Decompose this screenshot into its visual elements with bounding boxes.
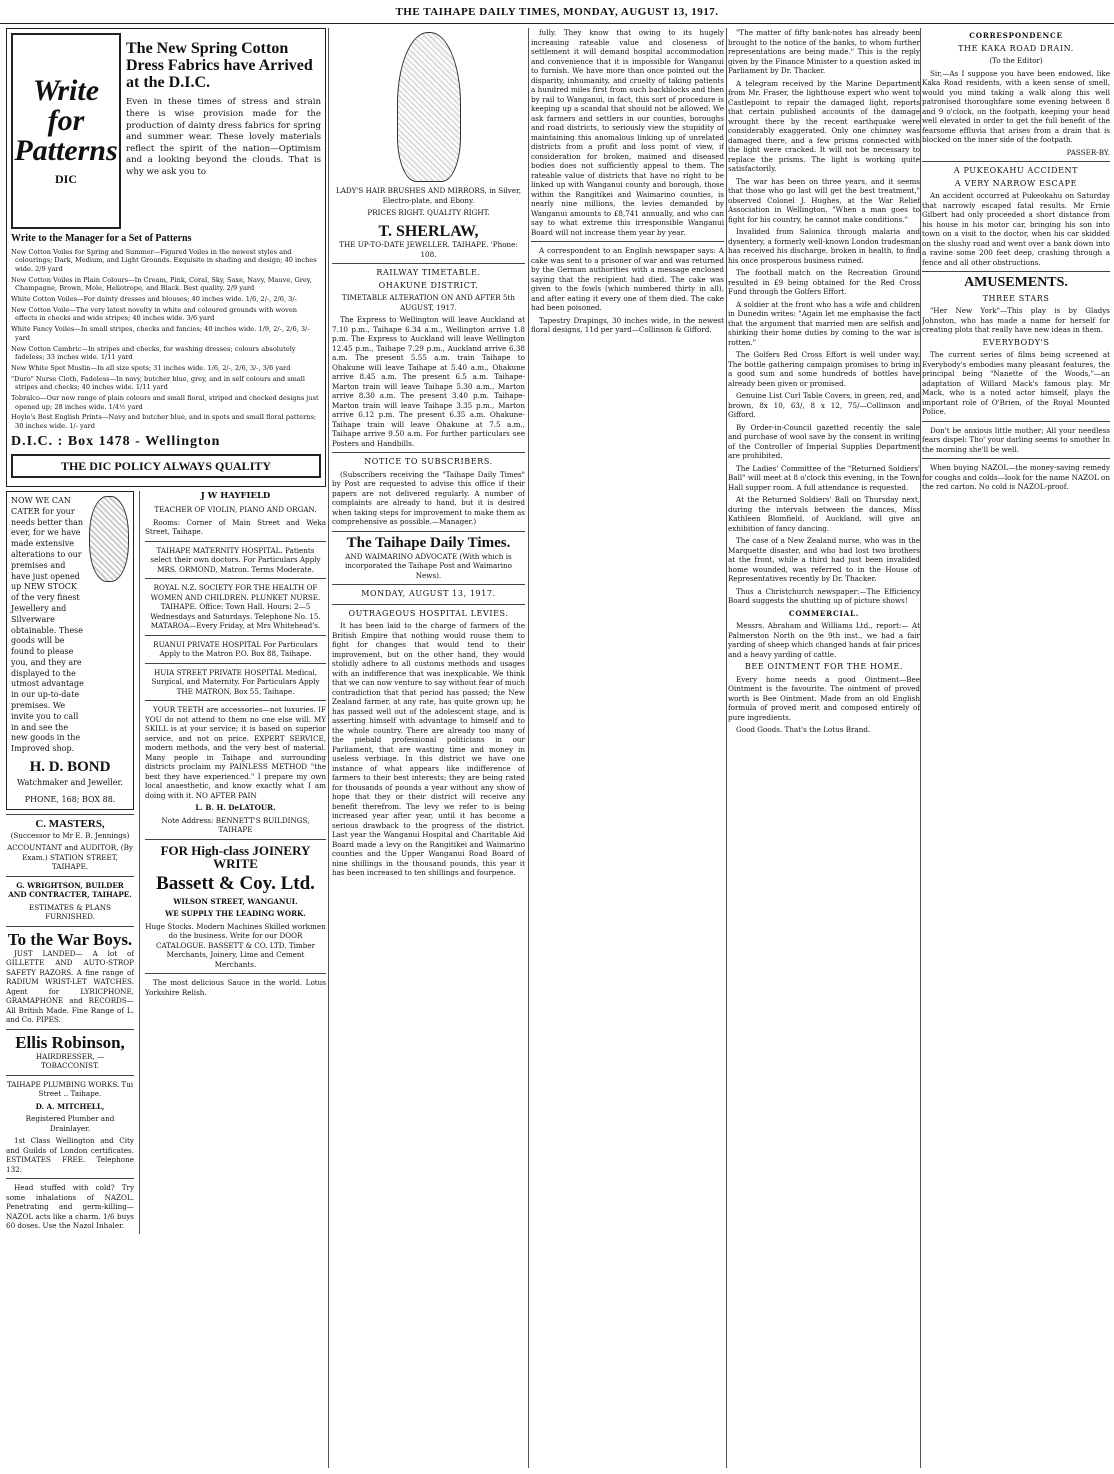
latour-address: Note Address: BENNETT'S BUILDINGS, TAIHAPE xyxy=(161,815,310,835)
hayfield-rooms: Rooms: Corner of Main Street and Weka Street, Taihape. xyxy=(145,517,326,537)
table-covers-advert: Genuine List Curl Table Covers, in green, red, and brown, 8x 10, 63/, 8 x 12, 75/—Collinson and Gifford. xyxy=(728,391,920,419)
tapestry-advert: Tapestry Drapings, 30 inches wide, in the newest floral designs, 11d per yard—Collinson & Gifford. xyxy=(531,315,724,334)
hayfield-sub: TEACHER OF VIOLIN, PIANO AND ORGAN. xyxy=(154,505,317,515)
ellis-title: Ellis Robinson, xyxy=(15,1032,125,1052)
column-ads-left xyxy=(6,28,326,1468)
war-boys-body: JUST LANDED— A lot of GILLETTE AND AUTO-STROP SAFETY RAZORS. A fine range of RADIUM WRIST-LET WATCHES. Agent for LYRICPHONE, GRAMAPHONE and RECORDS—All British Made. Fine Range of L. and Co. PIPES. xyxy=(6,948,134,1025)
column-rule xyxy=(726,28,727,1468)
bee-ointment-body: Every home needs a good Ointment—Bee Ointment is the favourite. The ointment of proved worth is Bee Ointment. Made from an old English formula of proved merit and composed entirely of pure ingredients. xyxy=(728,674,920,722)
mirror-icon xyxy=(89,496,129,582)
lead-article-title: OUTRAGEOUS HOSPITAL LEVIES. xyxy=(348,608,509,618)
lotus-advert: The most delicious Sauce in the world. Lotus Yorkshire Relish. xyxy=(145,978,326,997)
column-6 xyxy=(922,28,1110,1468)
wrightson-sub: ESTIMATES & PLANS FURNISHED. xyxy=(29,902,111,922)
joinery-heading: FOR High-class JOINERY WRITE xyxy=(160,842,311,872)
huia-advert: HUIA STREET PRIVATE HOSPITAL Medical, Surgical, and Maternity. For Particulars Apply THE MATRON, Box 55, Taihape. xyxy=(151,667,320,696)
nazol-advert: Head stuffed with cold? Try some inhalations of NAZOL. Penetrating and germ-killing—NAZOL acts like a charm. 1/6 buys 60 doses. Use the Nazol Inhaler. xyxy=(6,1183,134,1231)
nazol-advert-2: When buying NAZOL—the money-saving remedy for coughs and colds—look for the name NAZOL on the red carton. No cold is NAZOL-proof. xyxy=(922,463,1110,492)
news-item: Invalided from Salonica through malaria and dysentery, a formerly well-known London tradesman has received his discharge, broken in health, to find his once prosperous business ruined. xyxy=(728,227,920,265)
news-item: "The matter of fifty bank-notes has already been brought to the notice of the banks, to whom further representations are being made." This is the reply given by the Finance Minister to a question asked in Parliament by Dr. Thacker. xyxy=(728,28,920,75)
lotus-brand-line: Good Goods. That's the Lotus Brand. xyxy=(736,725,871,735)
news-item: The football match on the Recreation Ground resulted in £9 being obtained for the Red Cross Fund through the Golfers Effort. xyxy=(728,268,920,296)
dic-item: New Cotton Cambric—In stripes and checks, for washing dresses; colours absolutely fadeless; 33 inches wide. 1/11 yard xyxy=(11,344,296,362)
mitchell-body: 1st Class Wellington and City and Guilds of London certificates. ESTIMATES FREE. Telephone 132. xyxy=(6,1136,134,1174)
teeth-advert: YOUR TEETH are accessories—not luxuries. IF YOU do not attend to them no one else will. MY SKILL is at your service; it is based on superior service, and not on price. EXPERT SERVICE, modern methods, and the very best of material. Many people in Taihape and surrounding districts proclaim my PAINLESS METHOD "the best they have experienced." I prepare my own local anaesthetic, and know exactly what I am doing with it. NO AFTER PAIN xyxy=(145,705,326,800)
mitchell-sub: Registered Plumber and Drainlayer. xyxy=(25,1114,115,1133)
news-item: The Golfers Red Cross Effort is well under way. The bottle gathering campaign promises to bring in a good sum and some hundreds of bottles have already been given or promised. xyxy=(728,350,920,388)
bond-phone: PHONE, 168; BOX 88. xyxy=(24,794,116,804)
dic-item-list xyxy=(11,248,321,431)
masters-sub: (Successor to Mr E. B. Jennings) xyxy=(10,830,130,840)
article-continued: fully. They know that owing to its hugely increasing rateable value and closeness of settlement it will demand hospital accommodation and convenience that it is impossible for Wanganui to furnish. We have more than once pointed out the disparity, inhumanity, and cruelty of taking patients a hundred miles first from such backblocks and then by rail to Wanganui, in fact, this sort of procedure is keeping up a scandal that should not be allowed. We ask farmers and settlers in our counties, boroughs and road districts, to seriously view the stupidity of maintaining this anomalous linking up of unrelated districts from a profit and loss point of view, if consideration for broken, maimed and diseased bodies does not sufficiently appeal to them. The rateable value of districts that have no right to be linked up with Wanganui county and borough, those within the Rangitikei and Waimarino counties, is nearly nine millions, the levies demanded by Wanganui amounts to £8,741 annually, and who can say to what extreme this irresponsible Wanganui Board will not increase them year by year. xyxy=(531,28,724,237)
dic-item: New Cotton Voiles in Plain Colours—In Cream, Pink, Coral, Sky, Saxe, Navy, Mauve, Grey, Champagne, Brown, Mole, Heliotrope, and Black. Best quality. 2/9 yard xyxy=(11,275,312,293)
accident-sub: A VERY NARROW ESCAPE xyxy=(954,178,1078,188)
masthead: The Taihape Daily Times. xyxy=(346,534,511,551)
bassett-body: Huge Stocks. Modern Machines Skilled workmen do the business. Write for our DOOR CATALOGUE. BASSETT & CO. LTD. Timber Merchants, Joinery, Lime and Cement Merchants. xyxy=(145,921,326,969)
correspondence-to: (To the Editor) xyxy=(989,56,1043,66)
wf-text: Write for Patterns xyxy=(14,73,118,167)
bond-sub: Watchmaker and Jeweller. xyxy=(17,777,123,787)
plumbing-works: TAIHAPE PLUMBING WORKS. Tui Street .. Taihape. xyxy=(6,1079,134,1099)
railway-body: The Express to Wellington will leave Auckland at 7.10 p.m., Taihape 6.34 a.m., Wellington arrive 1.8 p.m. The Express to Auckland will leave Wellington 12.45 p.m., Taihape 7.29 p.m., Auckland arrive 6.38 a.m. The present 5.55 a.m. train Taihape to Ohakune will leave Taihape at 5.40 a.m., Ohakune arrive 8.45 a.m. The present 6.5 a.m. Taihape-Marton train will leave Taihape 5.30 a.m., Marton arrive 8.30 a.m. The present 3.40 p.m. Taihape-Marton train will leave Taihape 3.35 p.m., Marton arrive 6.12 p.m. The present 6.35 a.m. Ohakune-Taihape train will leave Ohakune at 7.5 a.m., Taihape arrive 9.50 a.m. For further particulars see Posters and Handbills. xyxy=(332,315,525,448)
dic-item: New White Spot Muslin—In all size spots; 31 inches wide. 1/6, 2/-, 2/6, 3/-, 3/6 yard xyxy=(11,363,291,372)
bond-name: H. D. BOND xyxy=(29,759,111,776)
news-item: The war has been on three years, and it seems that those who go last will get the best treatment," observed Colonel J. Hughes, at the War Relief Association in Wellington. "When a man goes to fight for his country, he cannot make conditions." xyxy=(728,176,920,224)
dic-body: Even in these times of stress and strain there is wise provision made for the production of dainty dress fabrics for spring and summer wear. These lovely materials reflect the spirit of the nation—Optimism and a looking beyond the clouds. That is why we ask you to xyxy=(126,97,321,177)
accident-body: An accident occurred at Pukeokahu on Saturday that narrowly escaped fatal results. Mr Ernie Gilbert had only proceeded a short distance from his house in his motor car, bringing his son into town on a visit to the doctor, when his car skidded on the slushy road and went over a bank down into a ravine some 200 feet deep, crashing through a fence and all other obstructions. xyxy=(922,191,1110,267)
mirror-caption: LADY'S HAIR BRUSHES AND MIRRORS, in Silver, Electro-plate, and Ebony. xyxy=(335,186,522,205)
column-4 xyxy=(531,28,724,1468)
amusements-title: AMUSEMENTS. xyxy=(964,275,1068,291)
masters-title: C. MASTERS, xyxy=(35,818,105,831)
dic-item: New Cotton Voile—The very latest novelty in white and coloured grounds with woven effects in checks and wide stripes; 40 inches wide. 3/6 yard xyxy=(11,305,297,323)
bassett-lead: WE SUPPLY THE LEADING WORK. xyxy=(165,909,306,919)
everybodys-body: The current series of films being screened at Everybody's embodies many pleasant features, the principal being "Nanette of the Woods,"—an adaptation of Willard Mack's famous play. Mr Mack, who is a noted actor himself, plays the important role of O'Brien, of the Royal Mounted Police. xyxy=(922,350,1110,417)
maternity-advert: TAIHAPE MATERNITY HOSPITAL. Patients select their own doctors. For Particulars Apply MRS. ORMOND, Matron. Terms Moderate. xyxy=(150,545,321,574)
correspondence-title: CORRESPONDENCE xyxy=(969,31,1063,40)
local-news-item: By Order-in-Council gazetted recently the sale and purchase of wool save by the consent in writing of the Controller of Imperial Supplies Department are prohibited. xyxy=(728,422,920,460)
dic-box: D.I.C. : Box 1478 - Wellington xyxy=(11,433,221,449)
dic-item: White Fancy Voiles—In small stripes, checks and fancies; 40 inches wide. 1/9, 2/-, 2/6, 3/- yard xyxy=(11,325,310,342)
railway-title: RAILWAY TIMETABLE. xyxy=(376,268,481,278)
war-boys-title: To the War Boys. xyxy=(7,929,133,949)
commercial-title: COMMERCIAL. xyxy=(788,608,860,618)
dateline: MONDAY, AUGUST 13, 1917. xyxy=(361,589,496,599)
three-stars-title: THREE STARS xyxy=(982,293,1050,303)
local-news-item: The case of a New Zealand nurse, who was in the Marquette disaster, and who had lost two brothers at the front, while a third had just been invalided home wounded, was referred to in the House of Representatives recently by Dr. Thacker. xyxy=(728,536,920,583)
mitchell-title: D. A. MITCHELL, xyxy=(35,1101,105,1111)
correspondence-body: Sir,—As I suppose you have been endowed, like Kaka Road residents, with a keen sense of smell, would you mind taking a walk along this well patronised thoroughfare some evening between 8 and 9 o'clock, on the footpath, keeping your head well elevated in order to get the full benefit of the fearsome effluvia that arises from a drain that is blocked on the inner side of the footpath. xyxy=(922,68,1110,145)
dic-title: The New Spring Cotton Dress Fabrics have Arrived at the D.I.C. xyxy=(126,40,313,91)
lead-article-body: It has been laid to the charge of farmers of the British Empire that nothing would rouse them to fight for changes that would tend to their improvement, but on the other hand, they would stolidly adhere to all customs methods and usages with an indifference that was inexplicable. We think that we can now venture to say without fear of much contradiction that that period has passed; the New Zealand farmer, at any rate, has quite grown up; he has passed well out of the adolescent stage, and is asserting himself with advantage to himself and to the whole country. There are already too many of the piebald professional politicians in our Parliament, that are wasting time and money in useless verbiage. In this district we have one instance of what appears like indifference of farmers to their best interests; they are being rated for thousands of pounds a year without any show of hope that they or their district will receive any benefit therefrom. The levy we refer to is being increased year after year, until it has become a serious drawback to the progress of the district. Last year the Wanganui Hospital and Charitable Aid Board made a levy on the Rangitikei and Waimarino counties and the Upper Wanganui Road Board of nine shillings in the thousand pounds, this year it has been increased to ten shillings and fourpence. xyxy=(332,621,525,878)
column-rule xyxy=(328,28,329,1468)
local-news-item: At the Returned Soldiers' Ball on Thursday next, during the intervals between the dances, Miss Kathleen Blomfield, of Auckland, will give an exhibition of fancy dancing. xyxy=(728,495,920,533)
news-item: A soldier at the front who has a wife and children in Dunedin writes: "Again let me emphasise the fact that the argument that married men are selfish and shirking their home duties by coming to the war is rotten." xyxy=(728,299,920,347)
bassett-sub: WILSON STREET, WANGANUI. xyxy=(173,896,298,906)
bond-text: NOW WE CAN CATER for your needs better than ever, for we have made extensive alterations to our premises and have just opened up NEW STOCK of the very finest Jewellery and Silverware obtainable. These goods will be found to please you, and they are displayed to the utmost advantage in our up-to-date premises. We invite you to call in and see the new goods in the Improved shop. xyxy=(11,495,84,754)
dic-banner: THE DIC POLICY ALWAYS QUALITY xyxy=(11,454,321,478)
dic-item: New Cotton Voiles for Spring and Summer—Figured Voiles in the newest styles and colourings; Dark, Medium, and Light Grounds. Exquisite in shading and design; 40 inches wide. 2/9 yard xyxy=(11,247,317,273)
notice-title: NOTICE TO SUBSCRIBERS. xyxy=(364,457,493,467)
column-rule xyxy=(528,28,529,1468)
column-3 xyxy=(332,28,525,1468)
three-stars-body: "Her New York"—This play is by Gladys Johnston, who has made a name for herself for creating plots that really have new ideas in them. xyxy=(922,306,1110,335)
correspondence-signature: PASSER-BY. xyxy=(1066,147,1110,157)
hayfield-title: J W HAYFIELD xyxy=(200,490,271,501)
dic-write-heading: Write to the Manager for a Set of Patterns xyxy=(11,233,192,244)
railway-alteration: TIMETABLE ALTERATION ON AND AFTER 5th AUGUST, 1917. xyxy=(341,293,516,312)
column-rule xyxy=(920,28,921,1468)
masters-role: ACCOUNTANT and AUDITOR, (By Exam.) STATION STREET, TAIHAPE. xyxy=(7,843,133,872)
wrightson-title: G. WRIGHTSON, BUILDER AND CONTRACTER, TAIHAPE. xyxy=(8,880,132,900)
news-item: A telegram received by the Marine Department from Mr. Fraser, the lighthouse expert who went to Castlepoint to repair the damaged light, reports that certain published accounts of the damage wrought there by the recent earthquake were considerably exaggerated. Only one chimney was damaged there, and a few prisms connected with the light were cracked. It will not be necessary to replace the prisms. The light is working quite satisfactorily. xyxy=(728,78,920,173)
masthead-sub: AND WAIMARINO ADVOCATE (With which is incorporated the Taihape Post and Waimarino News). xyxy=(345,551,512,580)
write-for-patterns-logo xyxy=(11,33,121,229)
commercial-body: Messrs. Abraham and Williams Ltd., report:— At Palmerston North on the 9th inst., we had a fair yarding of sheep which changed hands at fair prices and a heavy yarding of cattle. xyxy=(728,621,920,659)
sherlaw-sub: THE UP-TO-DATE JEWELLER. TAIHAPE. 'Phone: 108. xyxy=(339,240,518,259)
dic-item: Tobralco—Our new range of plain colours and small floral, striped and checked designs just opened up; 28 inches wide. 1/4½ yard xyxy=(11,394,319,411)
bond-advert xyxy=(6,491,134,810)
dic-item: Hoyle's Best English Prints—Navy and butcher blue, and in spots and small floral patterns; 30 inches wide. 1/- yard xyxy=(11,413,317,431)
column-5 xyxy=(728,28,920,1468)
dic-item: "Duro" Nurse Cloth, Fadeless—In navy, butcher blue, grey, and in self colours and small stripes and checks; 40 inches wide. 1/11 yard xyxy=(11,374,305,392)
local-news-item: Thus a Christchurch newspaper:—The Efficiency Board suggests the shutting up of picture shows! xyxy=(728,586,920,605)
latour-name: L. B. H. DeLATOUR. xyxy=(195,803,276,813)
poisoned-cake-item: A correspondent to an English newspaper says: A cake was sent to a prisoner of war and was returned by the German authorities with a message enclosed saying that the recipient had died. The cake was given to the fowls (which numbered thirty in all), and after eating it every one of them died. The cake had been poisoned. xyxy=(531,246,724,312)
everybodys-title: EVERYBODY'S xyxy=(982,337,1050,347)
correspondence-sub: THE KAKA ROAD DRAIN. xyxy=(958,43,1074,53)
prices-line: PRICES RIGHT. QUALITY RIGHT. xyxy=(367,208,490,217)
bassett-title: Bassett & Coy. Ltd. xyxy=(156,872,315,894)
hair-brush-mirror-icon xyxy=(397,32,461,182)
bee-ointment-title: BEE OINTMENT FOR THE HOME. xyxy=(744,662,904,671)
dic-advert xyxy=(6,28,326,487)
nazol-poem: Don't be anxious little mother; All your needless fears dispel: Tho' your darling seems to smother In the morning she'll be well. xyxy=(922,425,1110,454)
sherlaw-title: T. SHERLAW, xyxy=(378,222,479,240)
plunket-advert: ROYAL N.Z. SOCIETY FOR THE HEALTH OF WOMEN AND CHILDREN. PLUNKET NURSE. TAIHAPE. Office: Town Hall. Hours: 2—5 Wednesdays and Saturdays. Telephone No. 15. MATAROA—Every Friday, at Mrs Whitehead's. xyxy=(150,583,321,631)
accident-title: A PUKEOKAHU ACCIDENT xyxy=(953,166,1079,176)
dic-logo-text: DIC xyxy=(54,171,77,186)
dic-item: White Cotton Voiles—For dainty dresses and blouses; 40 inches wide. 1/6, 2/-, 2/6, 3/- xyxy=(11,295,297,304)
ruanui-advert: RUANUI PRIVATE HOSPITAL For Particulars Apply to the Matron P.O. Box 88, Taihape. xyxy=(153,639,318,659)
page-header: THE TAIHAPE DAILY TIMES, MONDAY, AUGUST 13, 1917. xyxy=(0,0,1114,24)
notice-body: (Subscribers receiving the "Taihape Daily Times" by Post are requested to advise this office if their papers are not delivered regularly. A number of complaints are already to hand, but it is desired when taking steps for improvement to make them as comprehensive as possible.—Manager.) xyxy=(332,469,525,527)
local-news-item: The Ladies' Committee of the "Returned Soldiers' Ball" will meet at 8 o'clock this evening, in the Town Hall supper room. A full attendance is requested. xyxy=(728,463,920,492)
railway-sub: OHAKUNE DISTRICT. xyxy=(378,280,479,290)
ellis-sub: HAIRDRESSER, — TOBACCONIST. xyxy=(35,1051,105,1071)
